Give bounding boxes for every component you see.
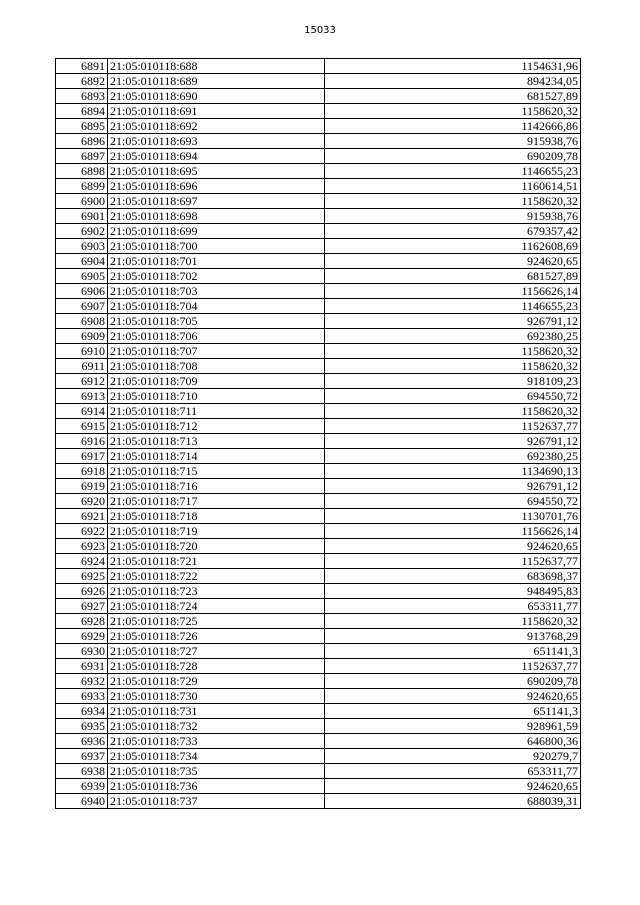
cadastral-number-cell: 21:05:010118:694 — [108, 149, 325, 164]
row-number-cell: 6930 — [56, 644, 108, 659]
cadastral-number-cell: 21:05:010118:690 — [108, 89, 325, 104]
cadastral-number-cell: 21:05:010118:732 — [108, 719, 325, 734]
cadastral-number-cell: 21:05:010118:736 — [108, 779, 325, 794]
table-row — [56, 404, 581, 419]
cadastral-value-cell: 1134690,13 — [325, 464, 581, 479]
cadastral-number-cell: 21:05:010118:737 — [108, 794, 325, 809]
table-row — [56, 389, 581, 404]
cadastral-value-cell: 1158620,32 — [325, 614, 581, 629]
table-row — [56, 449, 581, 464]
cadastral-value-cell: 1146655,23 — [325, 164, 581, 179]
row-number-cell: 6921 — [56, 509, 108, 524]
row-number-cell: 6894 — [56, 104, 108, 119]
table-row — [56, 374, 581, 389]
row-number-cell: 6918 — [56, 464, 108, 479]
table-row — [56, 569, 581, 584]
table-row — [56, 644, 581, 659]
table-row — [56, 164, 581, 179]
table-row — [56, 464, 581, 479]
cadastral-number-cell: 21:05:010118:735 — [108, 764, 325, 779]
cadastral-number-cell: 21:05:010118:701 — [108, 254, 325, 269]
cadastral-value-cell: 1158620,32 — [325, 359, 581, 374]
table-row — [56, 59, 581, 74]
table-row — [56, 89, 581, 104]
row-number-cell: 6916 — [56, 434, 108, 449]
cadastral-number-cell: 21:05:010118:729 — [108, 674, 325, 689]
row-number-cell: 6891 — [56, 59, 108, 74]
row-number-cell: 6929 — [56, 629, 108, 644]
cadastral-value-cell: 1158620,32 — [325, 194, 581, 209]
table-row — [56, 254, 581, 269]
table-row — [56, 614, 581, 629]
table-row — [56, 719, 581, 734]
cadastral-value-cell: 1156626,14 — [325, 524, 581, 539]
cadastral-value-cell: 948495,83 — [325, 584, 581, 599]
row-number-cell: 6906 — [56, 284, 108, 299]
cadastral-number-cell: 21:05:010118:723 — [108, 584, 325, 599]
cadastral-number-cell: 21:05:010118:703 — [108, 284, 325, 299]
row-number-cell: 6935 — [56, 719, 108, 734]
cadastral-value-cell: 653311,77 — [325, 599, 581, 614]
table-row — [56, 284, 581, 299]
table-row — [56, 554, 581, 569]
cadastral-value-cell: 1152637,77 — [325, 659, 581, 674]
cadastral-number-cell: 21:05:010118:719 — [108, 524, 325, 539]
row-number-cell: 6907 — [56, 299, 108, 314]
cadastral-number-cell: 21:05:010118:728 — [108, 659, 325, 674]
cadastral-number-cell: 21:05:010118:689 — [108, 74, 325, 89]
cadastral-number-cell: 21:05:010118:725 — [108, 614, 325, 629]
row-number-cell: 6915 — [56, 419, 108, 434]
cadastral-value-cell: 920279,7 — [325, 749, 581, 764]
row-number-cell: 6898 — [56, 164, 108, 179]
row-number-cell: 6934 — [56, 704, 108, 719]
row-number-cell: 6926 — [56, 584, 108, 599]
cadastral-number-cell: 21:05:010118:695 — [108, 164, 325, 179]
row-number-cell: 6908 — [56, 314, 108, 329]
cadastral-number-cell: 21:05:010118:692 — [108, 119, 325, 134]
cadastral-value-cell: 926791,12 — [325, 434, 581, 449]
cadastral-number-cell: 21:05:010118:712 — [108, 419, 325, 434]
cadastral-number-cell: 21:05:010118:710 — [108, 389, 325, 404]
row-number-cell: 6893 — [56, 89, 108, 104]
cadastral-number-cell: 21:05:010118:707 — [108, 344, 325, 359]
cadastral-value-cell: 690209,78 — [325, 149, 581, 164]
cadastral-value-cell: 1154631,96 — [325, 59, 581, 74]
cadastral-value-cell: 1146655,23 — [325, 299, 581, 314]
row-number-cell: 6940 — [56, 794, 108, 809]
row-number-cell: 6905 — [56, 269, 108, 284]
cadastral-number-cell: 21:05:010118:688 — [108, 59, 325, 74]
row-number-cell: 6932 — [56, 674, 108, 689]
cadastral-number-cell: 21:05:010118:691 — [108, 104, 325, 119]
cadastral-number-cell: 21:05:010118:708 — [108, 359, 325, 374]
table-row — [56, 434, 581, 449]
cadastral-number-cell: 21:05:010118:698 — [108, 209, 325, 224]
row-number-cell: 6911 — [56, 359, 108, 374]
row-number-cell: 6933 — [56, 689, 108, 704]
table-row — [56, 539, 581, 554]
table-row — [56, 149, 581, 164]
row-number-cell: 6938 — [56, 764, 108, 779]
cadastral-value-cell: 1130701,76 — [325, 509, 581, 524]
cadastral-value-cell: 915938,76 — [325, 209, 581, 224]
cadastral-value-cell: 924620,65 — [325, 689, 581, 704]
cadastral-value-cell: 924620,65 — [325, 779, 581, 794]
cadastral-number-cell: 21:05:010118:715 — [108, 464, 325, 479]
cadastral-number-cell: 21:05:010118:699 — [108, 224, 325, 239]
cadastral-number-cell: 21:05:010118:733 — [108, 734, 325, 749]
row-number-cell: 6912 — [56, 374, 108, 389]
cadastral-number-cell: 21:05:010118:717 — [108, 494, 325, 509]
cadastral-number-cell: 21:05:010118:697 — [108, 194, 325, 209]
table-body — [56, 59, 581, 809]
row-number-cell: 6910 — [56, 344, 108, 359]
row-number-cell: 6892 — [56, 74, 108, 89]
cadastral-number-cell: 21:05:010118:709 — [108, 374, 325, 389]
cadastral-value-cell: 894234,05 — [325, 74, 581, 89]
row-number-cell: 6923 — [56, 539, 108, 554]
cadastral-value-cell: 926791,12 — [325, 314, 581, 329]
cadastral-value-cell: 694550,72 — [325, 494, 581, 509]
cadastral-number-cell: 21:05:010118:704 — [108, 299, 325, 314]
cadastral-value-cell: 1142666,86 — [325, 119, 581, 134]
table-row — [56, 524, 581, 539]
table-row — [56, 659, 581, 674]
cadastral-value-cell: 679357,42 — [325, 224, 581, 239]
table-row — [56, 794, 581, 809]
table-row — [56, 419, 581, 434]
cadastral-value-cell: 1158620,32 — [325, 404, 581, 419]
row-number-cell: 6931 — [56, 659, 108, 674]
row-number-cell: 6901 — [56, 209, 108, 224]
cadastral-number-cell: 21:05:010118:713 — [108, 434, 325, 449]
page-number: 15033 — [304, 25, 336, 36]
cadastral-value-cell: 651141,3 — [325, 704, 581, 719]
table-row — [56, 314, 581, 329]
row-number-cell: 6900 — [56, 194, 108, 209]
table-row — [56, 674, 581, 689]
table-row — [56, 104, 581, 119]
cadastral-value-cell: 1152637,77 — [325, 419, 581, 434]
table-row — [56, 584, 581, 599]
cadastral-value-cell: 692380,25 — [325, 329, 581, 344]
table-row — [56, 704, 581, 719]
cadastral-number-cell: 21:05:010118:706 — [108, 329, 325, 344]
cadastral-number-cell: 21:05:010118:727 — [108, 644, 325, 659]
cadastral-value-cell: 918109,23 — [325, 374, 581, 389]
row-number-cell: 6909 — [56, 329, 108, 344]
cadastral-value-cell: 692380,25 — [325, 449, 581, 464]
table-row — [56, 479, 581, 494]
table-row — [56, 629, 581, 644]
row-number-cell: 6920 — [56, 494, 108, 509]
row-number-cell: 6899 — [56, 179, 108, 194]
table-row — [56, 239, 581, 254]
cadastral-value-cell: 1158620,32 — [325, 104, 581, 119]
row-number-cell: 6896 — [56, 134, 108, 149]
row-number-cell: 6922 — [56, 524, 108, 539]
cadastral-number-cell: 21:05:010118:705 — [108, 314, 325, 329]
table-row — [56, 779, 581, 794]
cadastral-value-cell: 694550,72 — [325, 389, 581, 404]
row-number-cell: 6902 — [56, 224, 108, 239]
cadastral-value-cell: 690209,78 — [325, 674, 581, 689]
cadastral-value-cell: 653311,77 — [325, 764, 581, 779]
row-number-cell: 6925 — [56, 569, 108, 584]
cadastral-value-cell: 924620,65 — [325, 254, 581, 269]
cadastral-number-cell: 21:05:010118:734 — [108, 749, 325, 764]
cadastral-number-cell: 21:05:010118:722 — [108, 569, 325, 584]
cadastral-number-cell: 21:05:010118:721 — [108, 554, 325, 569]
cadastral-value-cell: 681527,89 — [325, 269, 581, 284]
cadastral-value-cell: 681527,89 — [325, 89, 581, 104]
table-row — [56, 734, 581, 749]
cadastral-value-cell: 913768,29 — [325, 629, 581, 644]
table-row — [56, 134, 581, 149]
cadastral-number-cell: 21:05:010118:696 — [108, 179, 325, 194]
row-number-cell: 6897 — [56, 149, 108, 164]
cadastral-value-cell: 1160614,51 — [325, 179, 581, 194]
table-row — [56, 224, 581, 239]
table-row — [56, 299, 581, 314]
cadastral-number-cell: 21:05:010118:711 — [108, 404, 325, 419]
cadastral-number-cell: 21:05:010118:726 — [108, 629, 325, 644]
cadastral-value-cell: 1152637,77 — [325, 554, 581, 569]
row-number-cell: 6919 — [56, 479, 108, 494]
row-number-cell: 6903 — [56, 239, 108, 254]
table-row — [56, 269, 581, 284]
row-number-cell: 6928 — [56, 614, 108, 629]
cadastral-number-cell: 21:05:010118:731 — [108, 704, 325, 719]
cadastral-value-cell: 924620,65 — [325, 539, 581, 554]
cadastral-value-cell: 688039,31 — [325, 794, 581, 809]
table-row — [56, 179, 581, 194]
cadastral-number-cell: 21:05:010118:714 — [108, 449, 325, 464]
table-row — [56, 344, 581, 359]
cadastral-number-cell: 21:05:010118:718 — [108, 509, 325, 524]
table-row — [56, 509, 581, 524]
table-row — [56, 494, 581, 509]
table-row — [56, 749, 581, 764]
table-row — [56, 329, 581, 344]
cadastral-value-cell: 928961,59 — [325, 719, 581, 734]
cadastral-value-cell: 1162608,69 — [325, 239, 581, 254]
cadastral-value-cell: 683698,37 — [325, 569, 581, 584]
table-row — [56, 119, 581, 134]
row-number-cell: 6914 — [56, 404, 108, 419]
row-number-cell: 6904 — [56, 254, 108, 269]
row-number-cell: 6939 — [56, 779, 108, 794]
row-number-cell: 6937 — [56, 749, 108, 764]
cadastral-value-cell: 1156626,14 — [325, 284, 581, 299]
table-row — [56, 689, 581, 704]
row-number-cell: 6924 — [56, 554, 108, 569]
cadastral-number-cell: 21:05:010118:702 — [108, 269, 325, 284]
cadastral-number-cell: 21:05:010118:716 — [108, 479, 325, 494]
cadastral-number-cell: 21:05:010118:730 — [108, 689, 325, 704]
cadastral-value-table — [55, 58, 581, 809]
row-number-cell: 6936 — [56, 734, 108, 749]
row-number-cell: 6917 — [56, 449, 108, 464]
row-number-cell: 6927 — [56, 599, 108, 614]
table-row — [56, 209, 581, 224]
cadastral-number-cell: 21:05:010118:700 — [108, 239, 325, 254]
cadastral-value-cell: 915938,76 — [325, 134, 581, 149]
cadastral-number-cell: 21:05:010118:724 — [108, 599, 325, 614]
cadastral-number-cell: 21:05:010118:720 — [108, 539, 325, 554]
table-row — [56, 194, 581, 209]
row-number-cell: 6913 — [56, 389, 108, 404]
cadastral-value-cell: 651141,3 — [325, 644, 581, 659]
table-row — [56, 599, 581, 614]
cadastral-value-cell: 926791,12 — [325, 479, 581, 494]
table-row — [56, 764, 581, 779]
cadastral-number-cell: 21:05:010118:693 — [108, 134, 325, 149]
row-number-cell: 6895 — [56, 119, 108, 134]
cadastral-value-cell: 1158620,32 — [325, 344, 581, 359]
cadastral-value-cell: 646800,36 — [325, 734, 581, 749]
table-row — [56, 359, 581, 374]
table-row — [56, 74, 581, 89]
